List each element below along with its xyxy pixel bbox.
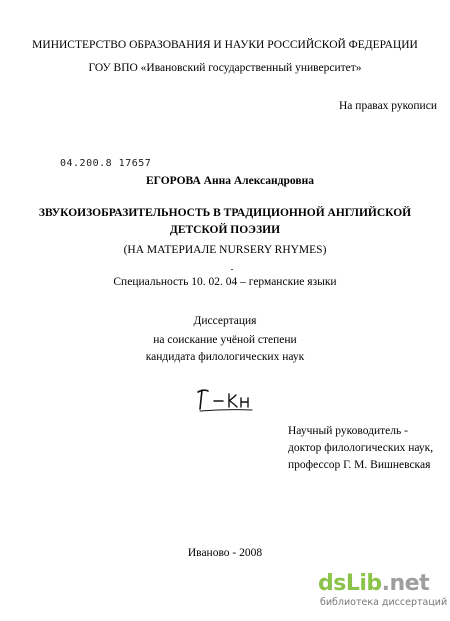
degree-line-1: на соискание учёной степени [153, 334, 297, 346]
subtitle: (НА МАТЕРИАЛЕ NURSERY RHYMES) [123, 244, 327, 256]
city-year: Иваново - 2008 [187, 547, 263, 559]
dslib-logo [318, 571, 429, 597]
speck [231, 269, 233, 270]
logo-suffix: .net [381, 571, 430, 596]
manuscript-note: На правах рукописи [339, 100, 437, 112]
title-line-1: ЗВУКОИЗОБРАЗИТЕЛЬНОСТЬ В ТРАДИЦИОННОЙ АНГЛИЙСКОЙ [38, 207, 412, 219]
title-line-2: ДЕТСКОЙ ПОЭЗИИ [169, 224, 281, 236]
degree-line-2: кандидата филологических наук [145, 351, 305, 363]
supervisor-line-1: Научный руководитель - [288, 425, 408, 437]
library-stamp: 04.200.8 17657 [60, 158, 152, 169]
dslib-watermark[interactable] [318, 571, 448, 615]
ministry-heading: МИНИСТЕРСТВО ОБРАЗОВАНИЯ И НАУКИ РОССИЙСКОЙ ФЕДЕРАЦИИ [32, 39, 418, 51]
watermark-tagline: библиотека диссертаций [320, 597, 448, 608]
supervisor-line-2: доктор филологических наук, [288, 442, 434, 454]
supervisor-line-3: профессор Г. М. Вишневская [288, 459, 431, 471]
handwritten-note [196, 387, 266, 413]
author-name: ЕГОРОВА Анна Александровна [146, 175, 314, 187]
university-name: ГОУ ВПО «Ивановский государственный университет» [88, 62, 362, 74]
logo-main: dsLib [318, 571, 382, 596]
dissertation-label: Диссертация [193, 315, 257, 327]
specialty: Специальность 10. 02. 04 – германские языки [113, 276, 337, 288]
